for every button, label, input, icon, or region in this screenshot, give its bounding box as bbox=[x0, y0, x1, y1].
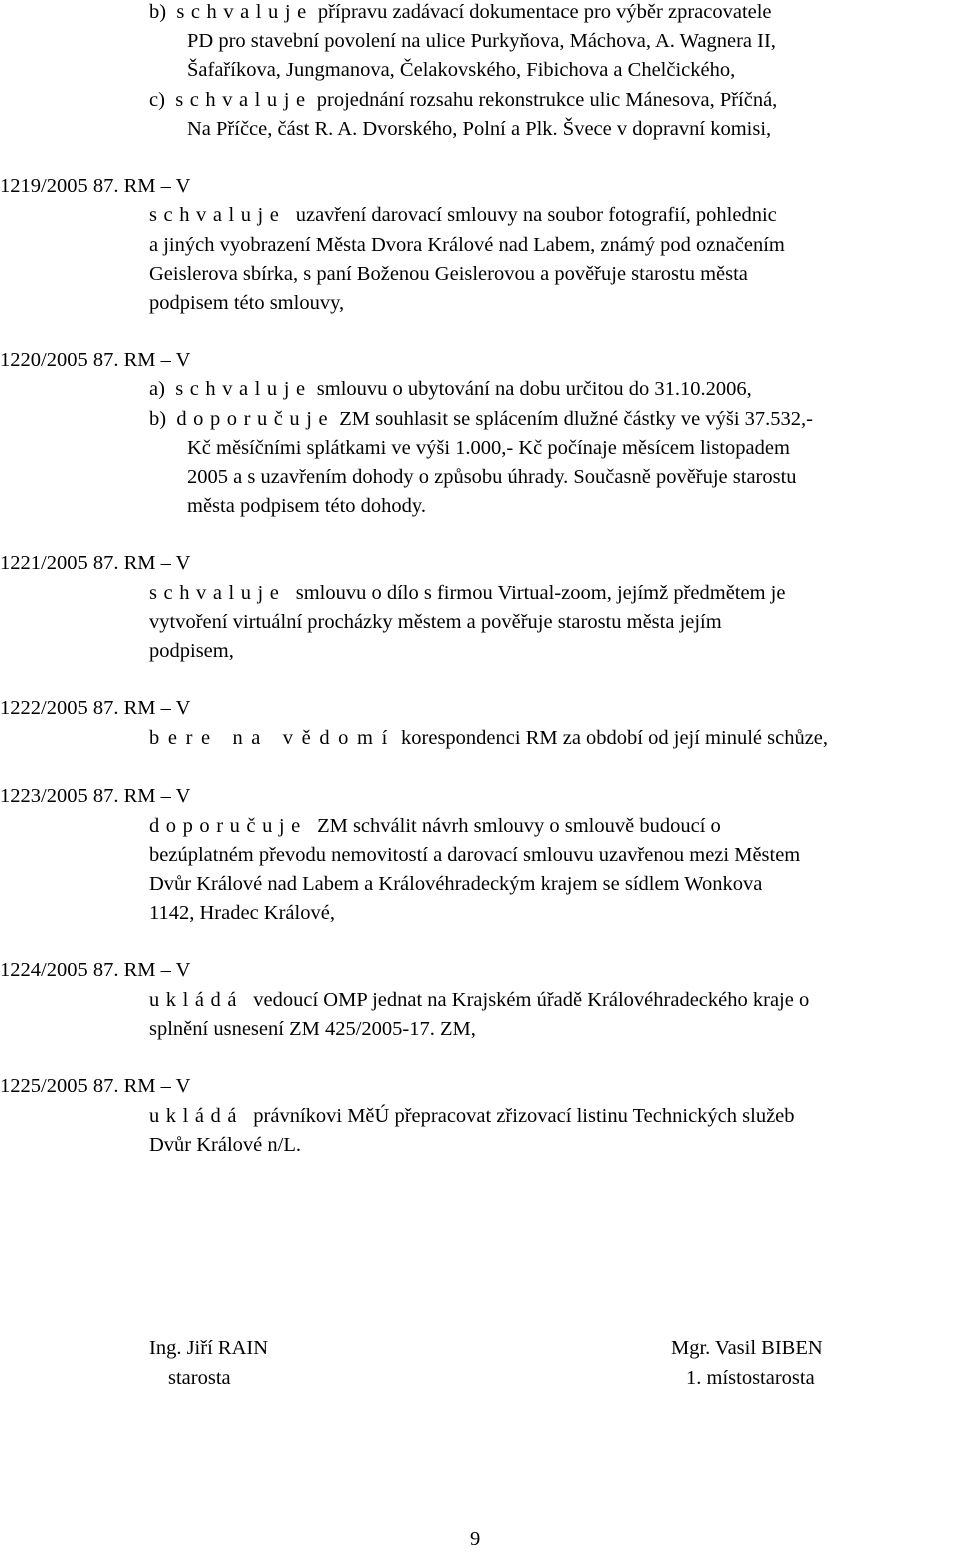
resolution-1222-verb: bere na vědomí bbox=[149, 727, 396, 749]
item-b-line2: PD pro stavební povolení na ulice Purkyňova, Máchova, A. Wagnera II, bbox=[187, 30, 776, 52]
resolution-1223-line4: 1142, Hradec Králové, bbox=[149, 902, 335, 924]
resolution-1220-b-rest: ZM souhlasit se splácením dlužné částky ve výši 37.532,- bbox=[339, 408, 813, 430]
item-c-verb: schvaluje bbox=[175, 89, 312, 111]
resolution-1225-line1-rest: právníkovi MěÚ přepracovat zřizovací listinu Technických služeb bbox=[253, 1105, 795, 1127]
resolution-1221-line1 bbox=[149, 579, 785, 608]
resolution-1221-line2: vytvoření virtuální procházky městem a pověřuje starostu města jejím bbox=[149, 611, 722, 633]
resolution-1222-line1-rest: korespondenci RM za období od její minulé schůze, bbox=[401, 727, 829, 749]
resolution-1220-b-prefix: b) bbox=[149, 408, 167, 430]
resolution-1220-header: 1220/2005 87. RM – V bbox=[0, 349, 191, 371]
resolution-1219-line1 bbox=[149, 201, 777, 230]
resolution-1219-header: 1219/2005 87. RM – V bbox=[0, 175, 191, 197]
resolution-1224-line1 bbox=[149, 986, 809, 1015]
resolution-1224-verb: ukládá bbox=[149, 989, 244, 1011]
resolution-1223-line3: Dvůr Králové nad Labem a Královéhradeckým krajem se sídlem Wonkova bbox=[149, 873, 763, 895]
resolution-1219-line2: a jiných vyobrazení Města Dvora Králové nad Labem, známý pod označením bbox=[149, 234, 785, 256]
resolution-1219-line3: Geislerova sbírka, s paní Boženou Geislerovou a pověřuje starostu města bbox=[149, 263, 748, 285]
item-b-line1 bbox=[149, 0, 772, 27]
resolution-1225-line1 bbox=[149, 1102, 795, 1131]
resolution-1220-b-verb: doporučuje bbox=[176, 408, 335, 430]
item-c-rest: projednání rozsahu rekonstrukce ulic Mánesova, Příčná, bbox=[316, 89, 778, 111]
signature-left-role: starosta bbox=[168, 1367, 231, 1389]
resolution-1224-line2: splnění usnesení ZM 425/2005-17. ZM, bbox=[149, 1018, 476, 1040]
item-c-line2: Na Příčce, část R. A. Dvorského, Polní a Plk. Švece v dopravní komisi, bbox=[187, 118, 772, 140]
resolution-1221-line3: podpisem, bbox=[149, 640, 234, 662]
item-c-line1 bbox=[149, 86, 777, 115]
resolution-1225-verb: ukládá bbox=[149, 1105, 244, 1127]
resolution-1220-a-rest: smlouvu o ubytování na dobu určitou do 31.10.2006, bbox=[316, 378, 752, 400]
item-b-line3: Šafaříkova, Jungmanova, Čelakovského, Fibichova a Chelčického, bbox=[187, 59, 736, 81]
item-b-verb: schvaluje bbox=[176, 1, 313, 23]
resolution-1220-b-line4: města podpisem této dohody. bbox=[187, 495, 426, 517]
resolution-1221-line1-rest: smlouvu o dílo s firmou Virtual-zoom, jejímž předmětem je bbox=[295, 582, 786, 604]
resolution-1222-header: 1222/2005 87. RM – V bbox=[0, 697, 191, 719]
resolution-1220-a-prefix: a) bbox=[149, 378, 165, 400]
signature-right-name: Mgr. Vasil BIBEN bbox=[671, 1337, 823, 1359]
resolution-1224-line1-rest: vedoucí OMP jednat na Krajském úřadě Královéhradeckého kraje o bbox=[253, 989, 810, 1011]
resolution-1223-line1 bbox=[149, 812, 721, 841]
resolution-1220-b-line3: 2005 a s uzavřením dohody o způsobu úhrady. Současně pověřuje starostu bbox=[187, 466, 797, 488]
resolution-1225-header: 1225/2005 87. RM – V bbox=[0, 1075, 191, 1097]
resolution-1223-line2: bezúplatném převodu nemovitostí a darovací smlouvu uzavřenou mezi Městem bbox=[149, 844, 801, 866]
item-c-prefix: c) bbox=[149, 89, 165, 111]
resolution-1221-header: 1221/2005 87. RM – V bbox=[0, 552, 191, 574]
signature-left-name: Ing. Jiří RAIN bbox=[149, 1337, 269, 1359]
resolution-1220-a-verb: schvaluje bbox=[175, 378, 312, 400]
signature-right-role: 1. místostarosta bbox=[686, 1367, 815, 1389]
resolution-1224-header: 1224/2005 87. RM – V bbox=[0, 959, 191, 981]
resolution-1222-line1 bbox=[149, 724, 828, 753]
item-b-rest: přípravu zadávací dokumentace pro výběr zpracovatele bbox=[317, 1, 772, 23]
resolution-1223-header: 1223/2005 87. RM – V bbox=[0, 785, 191, 807]
resolution-1219-verb: schvaluje bbox=[149, 204, 286, 226]
resolution-1221-verb: schvaluje bbox=[149, 582, 286, 604]
resolution-1219-line4: podpisem této smlouvy, bbox=[149, 292, 345, 314]
resolution-1223-verb: doporučuje bbox=[149, 815, 307, 837]
resolution-1220-a-line bbox=[149, 375, 752, 404]
resolution-1220-b-line1 bbox=[149, 405, 813, 434]
resolution-1225-line2: Dvůr Králové n/L. bbox=[149, 1134, 301, 1156]
item-b-prefix: b) bbox=[149, 1, 167, 23]
resolution-1219-line1-rest: uzavření darovací smlouvy na soubor fotografií, pohlednic bbox=[295, 204, 777, 226]
resolution-1220-b-line2: Kč měsíčními splátkami ve výši 1.000,- Kč počínaje měsícem listopadem bbox=[187, 437, 790, 459]
resolution-1223-line1-rest: ZM schválit návrh smlouvy o smlouvě budoucí o bbox=[317, 815, 721, 837]
page-number: 9 bbox=[470, 1528, 481, 1550]
